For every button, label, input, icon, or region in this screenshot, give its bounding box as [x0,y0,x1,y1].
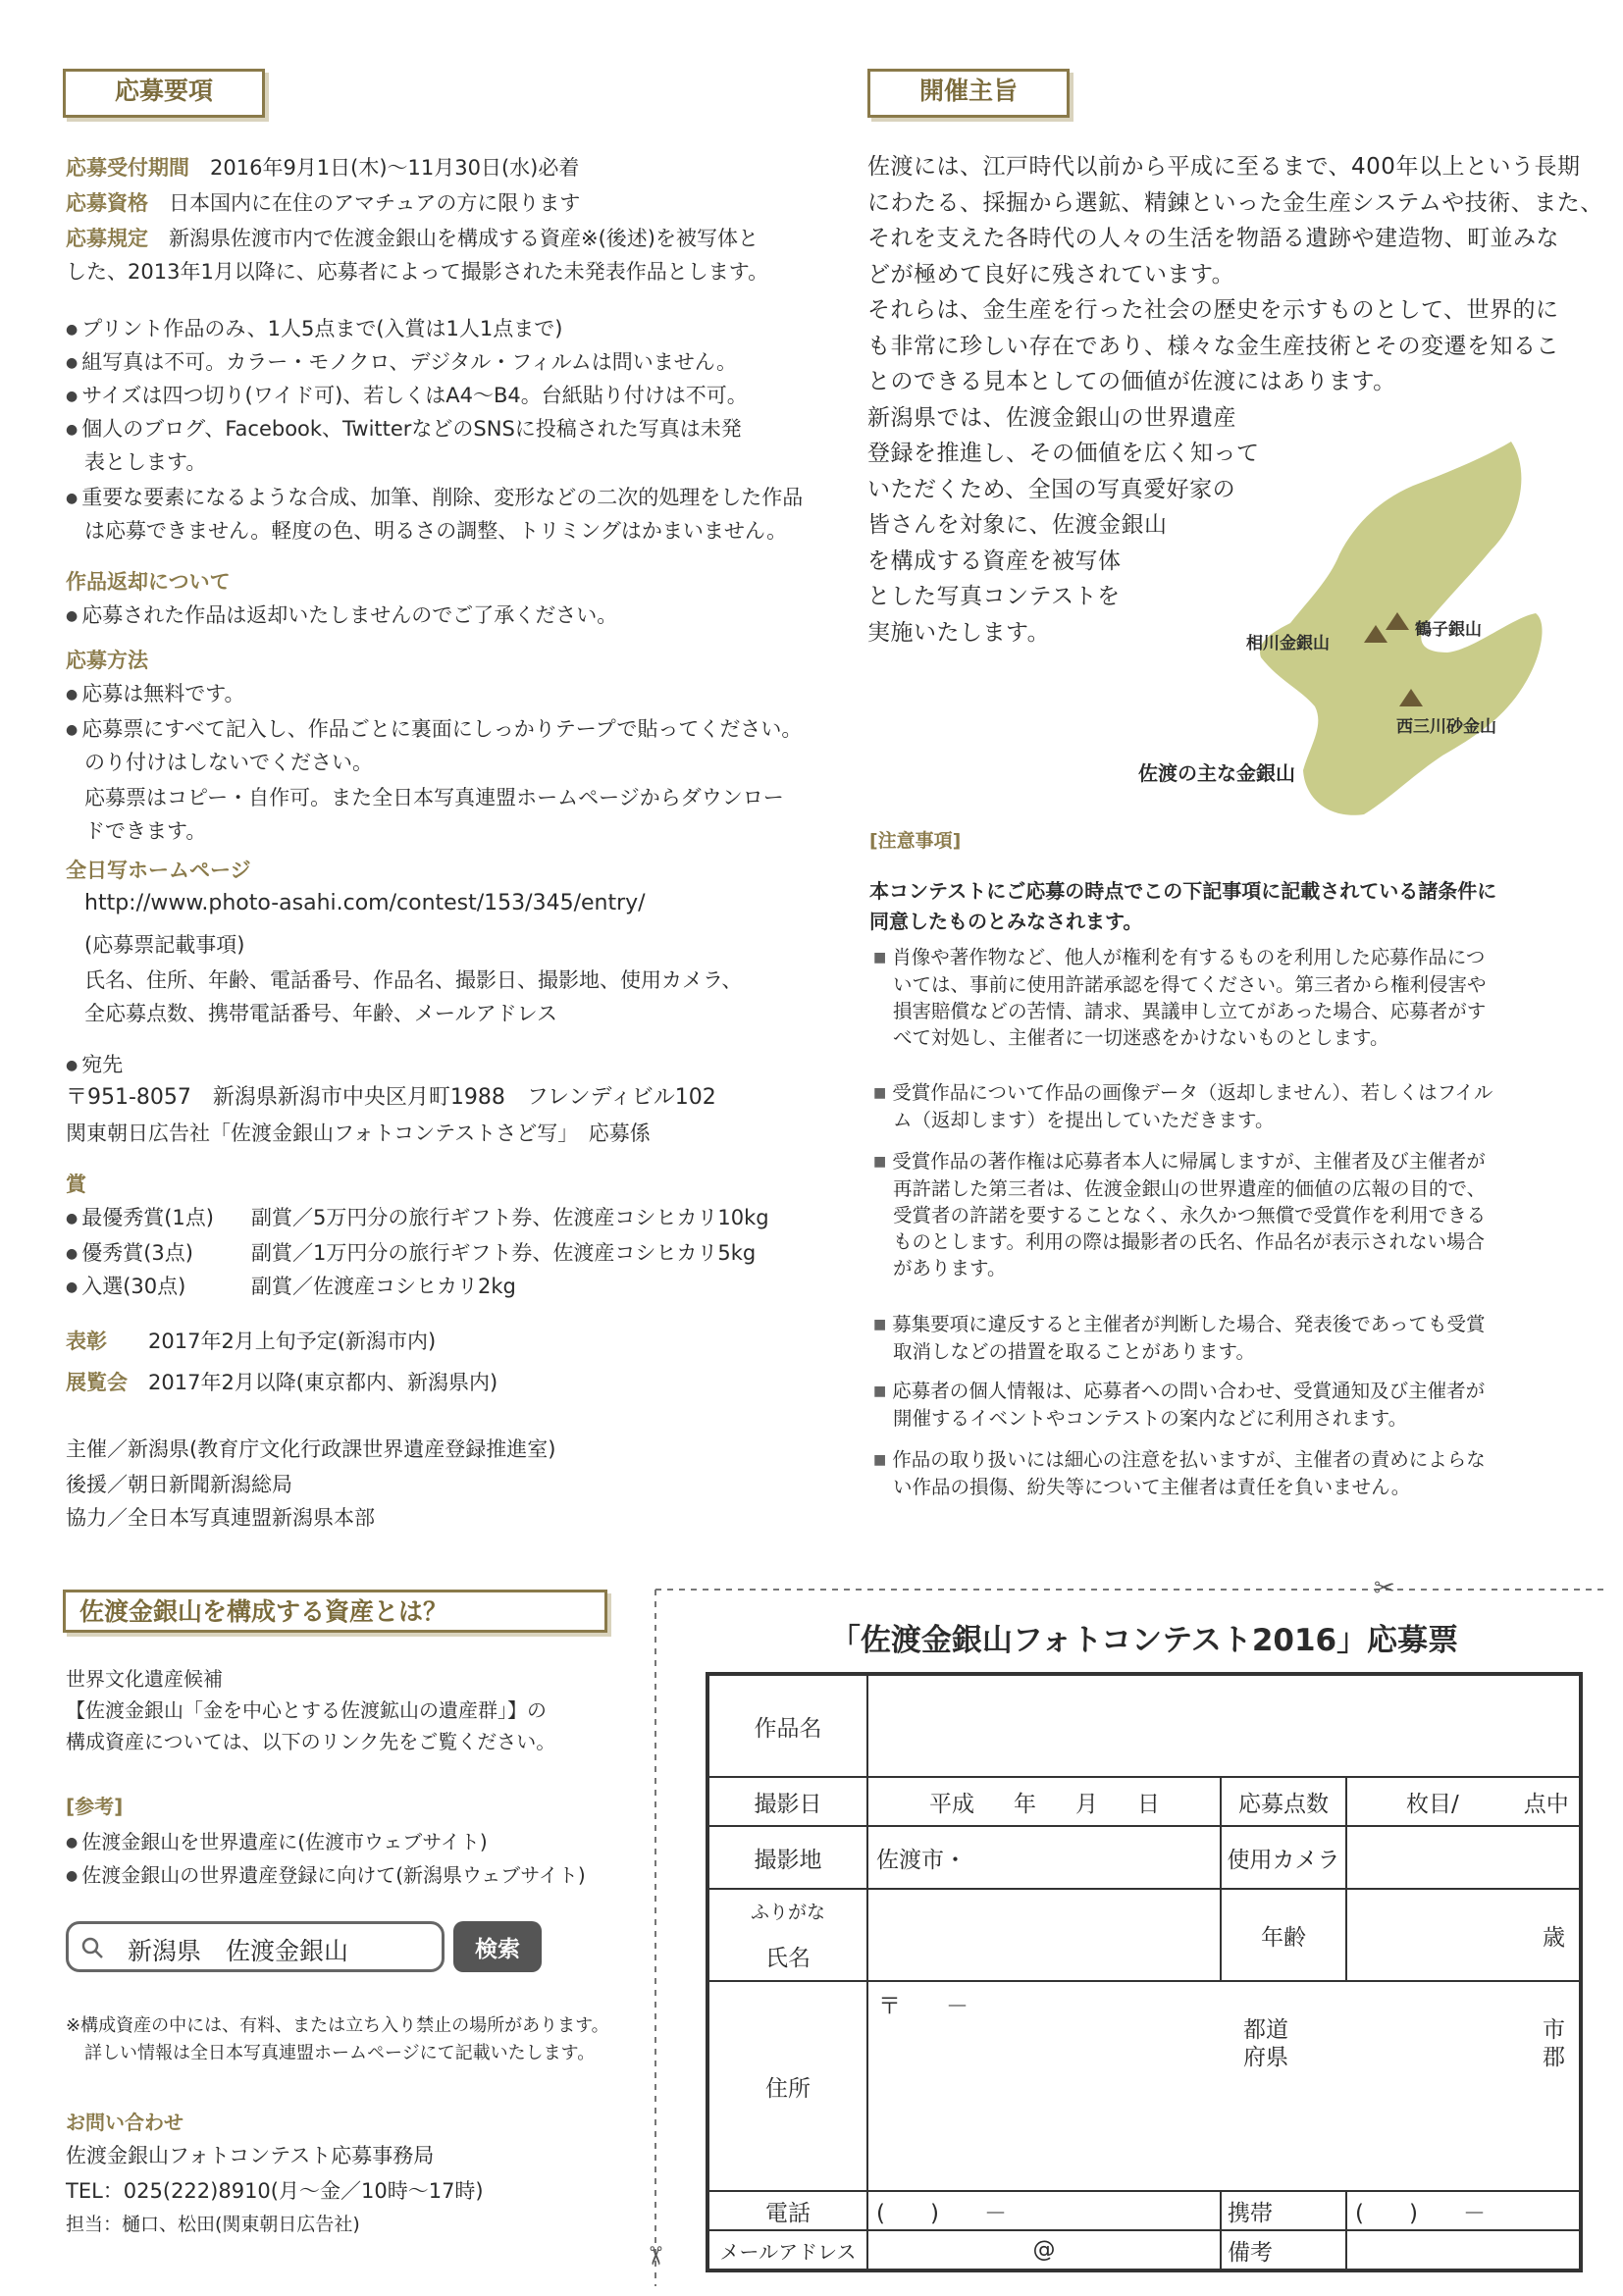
form-row-date [709,1776,1579,1825]
form-field-name[interactable] [866,1890,1220,1980]
caution-line1: ※構成資産の中には、有料、または立ち入り禁止の場所があります。 [66,2015,609,2036]
prize-name: ● 優秀賞(3点) [66,1238,193,1269]
award-label: 表彰 [66,1330,107,1353]
purpose-line: とのできる見本としての価値が佐渡にはあります。 [867,369,1396,394]
form-row-title [709,1676,1579,1776]
rule-item-cont: 表とします。 [84,450,207,474]
notice-line: ■ 肖像や著作物など、他人が権利を有するものを利用した応募作品につ [873,944,1487,971]
notice-line: ■ 受賞作品の著作権は応募者本人に帰属しますが、主催者及び主催者が [873,1148,1486,1175]
form-row-address [709,1980,1579,2190]
form-field-address[interactable] [866,1982,1579,2190]
form-row-email [709,2229,1579,2269]
address-city2: 郡 [1543,2045,1565,2070]
form-field-age[interactable] [1345,1890,1579,1980]
form-label-phone: 電話 [765,2200,811,2226]
form-label-count: 応募点数 [1220,1778,1345,1825]
age-unit: 歳 [1543,1924,1565,1951]
form-label-address: 住所 [765,2075,811,2102]
notice-line: ■ 作品の取り扱いには細心の注意を払いますが、主催者の責めによらな [873,1446,1486,1474]
caution-line2: 詳しい情報は全日本写真連盟ホームページにて記載いたします。 [84,2043,596,2063]
notice-line: ■ 応募者の個人情報は、応募者への問い合わせ、受賞通知及び主催者が [873,1378,1485,1405]
notice-line: 損害賠償などの苦情、請求、異議申し立てがあった場合、応募者がす [893,1000,1487,1022]
purpose-line: も非常に珍しい存在であり、様々な金生産技術とその変遷を知るこ [867,333,1559,359]
return-label: 作品返却について [66,570,231,594]
form-label-date: 撮影日 [754,1791,822,1817]
form-label-place: 撮影地 [754,1847,822,1873]
search-value: 新潟県 佐渡金銀山 [128,1937,349,1965]
map-caption: 佐渡の主な金銀山 [1138,761,1295,785]
rule-item: ● 個人のブログ、Facebook、TwitterなどのSNSに投稿された写真は未発 [66,414,742,444]
notice-line: 受賞者の許諾を要することなく、永久かつ無償で受賞作を利用できる [893,1204,1487,1226]
purpose-line: 佐渡には、江戸時代以前から平成に至るまで、400年以上という長期 [867,154,1581,180]
notice-heading: [注意事項] [869,830,962,852]
contact-tel: TEL：025(222)8910(月～金／10時～17時) [66,2179,484,2203]
purpose-line: 実施いたします。 [867,619,1051,646]
fields-label: (応募票記載事項) [84,933,245,957]
purpose-line: 新潟県では、佐渡金銀山の世界遺産 [867,404,1236,431]
notice-line: ■ 募集要項に違反すると主催者が判断した場合、発表後であっても受賞 [873,1311,1486,1338]
return-text: ● 応募された作品は返却いたしませんのでご了承ください。 [66,600,617,631]
date-month: 月 [1075,1791,1098,1817]
notice-line: ものとします。利用の際は撮影者の氏名、作品名が表示されない場合 [893,1230,1485,1253]
form-row-phone [709,2190,1579,2229]
prize-label: 賞 [66,1173,86,1196]
address-pref2: 府県 [1243,2045,1288,2070]
cooperator: 協力／全日本写真連盟新潟県本部 [66,1506,375,1530]
method-item-cont: ドできます。 [84,819,207,843]
date-year: 年 [1014,1791,1036,1817]
form-field-camera[interactable] [1345,1827,1579,1888]
notice-line: 取消しなどの措置を取ることがあります。 [893,1340,1255,1363]
prize-desc: 副賞／佐渡産コシヒカリ2kg [251,1275,516,1298]
notice-line: があります。 [893,1257,1007,1279]
date-era: 平成 [929,1791,974,1817]
form-label-email: メールアドレス [719,2239,857,2264]
count-in: 点中 [1523,1791,1569,1817]
hp-url[interactable]: http://www.photo-asahi.com/contest/153/345/entry/ [84,891,646,915]
dest-line2: 関東朝日広告社「佐渡金銀山フォトコンテストさど写」 応募係 [66,1122,651,1145]
purpose-line: にわたる、採掘から選鉱、精錬といった金生産システムや技術、また、 [867,189,1603,216]
rule-item: ● 重要な要素になるような合成、加筆、削除、変形などの二次的処理をした作品 [66,483,803,513]
notice-intro1: 本コンテストにご応募の時点でこの下記事項に記載されている諸条件に [869,879,1497,903]
contact-person: 担当：樋口、松田(関東朝日広告社) [66,2214,360,2235]
mine-label-nishimikawa: 西三川砂金山 [1396,717,1496,737]
ref-link-sado-city[interactable]: ● 佐渡金銀山を世界遺産に(佐渡市ウェブサイト) [66,1827,488,1857]
notice-line: 再許諾した第三者は、佐渡金銀山の世界遺産的価値の広報の目的で、 [893,1177,1487,1200]
date-day: 日 [1137,1791,1160,1817]
prize-desc: 副賞／5万円分の旅行ギフト券、佐渡産コシヒカリ10kg [251,1206,769,1229]
notice-line: べて対処し、主催者に一切迷惑をかけないものとします。 [893,1026,1389,1049]
prize-desc: 副賞／1万円分の旅行ギフト券、佐渡産コシヒカリ5kg [251,1241,757,1265]
form-label-furigana: ふりがな [750,1902,825,1923]
exhibit-value: 2017年2月以降(東京都内、新潟県内) [148,1371,498,1394]
notice-intro2: 同意したものとみなされます。 [869,910,1143,933]
form-field-phone[interactable]: ( ) － [866,2192,1220,2229]
contact-label: お問い合わせ [66,2111,183,2134]
ref-link-niigata-pref[interactable]: ● 佐渡金銀山の世界遺産登録に向けて(新潟県ウェブサイト) [66,1860,586,1891]
form-row-name [709,1888,1579,1980]
form-title: 「佐渡金銀山フォトコンテスト2016」応募票 [829,1623,1459,1658]
entry-heading: 応募要項 [63,69,265,118]
scissors-icon: ✂ [1374,1574,1395,1603]
rule-item-cont: は応募できません。軽度の色、明るさの調整、トリミングはかまいません。 [84,519,788,543]
rules-label: 応募規定 [66,227,148,250]
form-field-email[interactable]: @ [866,2231,1220,2269]
assets-line2: 【佐渡金銀山「金を中心とする佐渡鉱山の遺産群」】の [66,1698,547,1722]
purpose-line: どが極めて良好に残されています。 [867,261,1235,287]
fields-line1: 氏名、住所、年齢、電話番号、作品名、撮影日、撮影地、使用カメラ、 [84,968,743,992]
dest-line1: 〒951-8057 新潟県新潟市中央区月町1988 フレンディビル102 [66,1085,716,1110]
method-item-cont: のり付けはしないでください。 [84,751,373,774]
method-item: ● 応募は無料です。 [66,679,245,709]
assets-line1: 世界文化遺産候補 [66,1667,223,1691]
purpose-heading: 開催主旨 [867,69,1070,118]
form-row-place [709,1825,1579,1888]
purpose-line: それらは、金生産を行った社会の歴史を示すものとして、世界的に [867,297,1559,323]
purpose-line: 登録を推進し、その価値を広く知って [867,441,1260,466]
supporter: 後援／朝日新聞新潟総局 [66,1473,292,1496]
form-label-age: 年齢 [1220,1890,1345,1980]
form-label-work-title: 作品名 [754,1715,822,1742]
qual-value: 日本国内に在住のアマチュアの方に限ります [169,191,581,215]
award-value: 2017年2月上旬予定(新潟市内) [148,1330,437,1353]
hp-label: 全日写ホームページ [66,859,251,882]
notice-line: ム（返却します）を提出していただきます。 [893,1109,1275,1131]
rules-line2: した、2013年1月以降に、応募者によって撮影された未発表作品とします。 [66,260,769,284]
rule-item: ● 組写真は不可。カラー・モノクロ、デジタル・フィルムは問いません。 [66,347,737,378]
form-label-remarks: 備考 [1220,2231,1345,2269]
purpose-line: 皆さんを対象に、佐渡金銀山 [867,512,1168,538]
ref-label: [参考] [66,1795,124,1818]
purpose-line: を構成する資産を被写体 [867,548,1122,574]
method-item: ● 応募票にすべて記入し、作品ごとに裏面にしっかりテープで貼ってください。 [66,714,802,745]
method-item-cont: 応募票はコピー・自作可。また全日本写真連盟ホームページからダウンロー [84,786,784,809]
method-label: 応募方法 [66,649,148,672]
notice-line: い作品の損傷、紛失等について主催者は責任を負いません。 [893,1476,1411,1498]
notice-line: ■ 受賞作品について作品の画像データ（返却しません）、若しくはフイル [873,1079,1492,1107]
address-city1: 市 [1543,2017,1565,2043]
scissors-icon: ✂ [639,2245,669,2267]
assets-heading: 佐渡金銀山を構成する資産とは？ [63,1590,607,1633]
form-label-name: 氏名 [765,1946,811,1971]
purpose-line: とした写真コンテストを [867,584,1121,609]
form-label-name-cell [709,1890,866,1980]
form-field-date[interactable] [866,1778,1220,1825]
period-label: 応募受付期間 [66,156,189,180]
purpose-line: それを支えた各時代の人々の生活を物語る遺跡や建造物、町並みな [867,226,1559,251]
form-label-camera: 使用カメラ [1220,1827,1345,1888]
prize-name: ● 入選(30点) [66,1272,185,1302]
dest-label: ● 宛先 [66,1050,123,1080]
contact-office: 佐渡金銀山フォトコンテスト応募事務局 [66,2144,435,2167]
notice-line: いては、事前に使用許諾承認を得てください。第三者から権利侵害や [893,973,1487,996]
notice-line: 開催するイベントやコンテストの案内などに利用されます。 [893,1407,1408,1430]
qual-label: 応募資格 [66,191,148,215]
mine-label-aikawa: 相川金銀山 [1246,634,1330,653]
fields-line2: 全応募点数、携帯電話番号、年齢、メールアドレス [84,1002,557,1025]
period-value: 2016年9月1日(木)～11月30日(水)必着 [210,156,580,180]
form-field-work-title[interactable] [866,1676,1579,1776]
search-button[interactable]: 検索 [453,1921,542,1972]
mine-label-tsuruko: 鶴子銀山 [1415,620,1482,640]
form-field-place[interactable]: 佐渡市・ [866,1827,1220,1888]
exhibit-label: 展覧会 [66,1371,128,1394]
count-of: 枚目/ [1406,1791,1459,1817]
prize-name: ● 最優秀賞(1点) [66,1203,214,1233]
form-field-remarks[interactable] [1345,2231,1579,2269]
rule-item: ● サイズは四つ切り(ワイド可)、若しくはA4～B4。台紙貼り付けは不可。 [66,381,748,411]
address-postal: 〒 － [878,1994,969,2019]
rule-item: ● プリント作品のみ、1人5点まで(入賞は1人1点まで) [66,314,562,344]
entry-form [706,1672,1583,2272]
purpose-line: いただくため、全国の写真愛好家の [867,476,1236,502]
form-field-mobile[interactable]: ( ) － [1345,2192,1579,2229]
form-label-mobile: 携帯 [1220,2192,1345,2229]
form-field-count[interactable] [1345,1778,1579,1825]
assets-line3: 構成資産については、以下のリンク先をご覧ください。 [66,1730,556,1753]
rules-line1: 新潟県佐渡市内で佐渡金銀山を構成する資産※(後述)を被写体と [169,227,759,250]
address-pref1: 都道 [1243,2017,1288,2043]
organizer: 主催／新潟県(教育庁文化行政課世界遺産登録推進室) [66,1437,556,1461]
